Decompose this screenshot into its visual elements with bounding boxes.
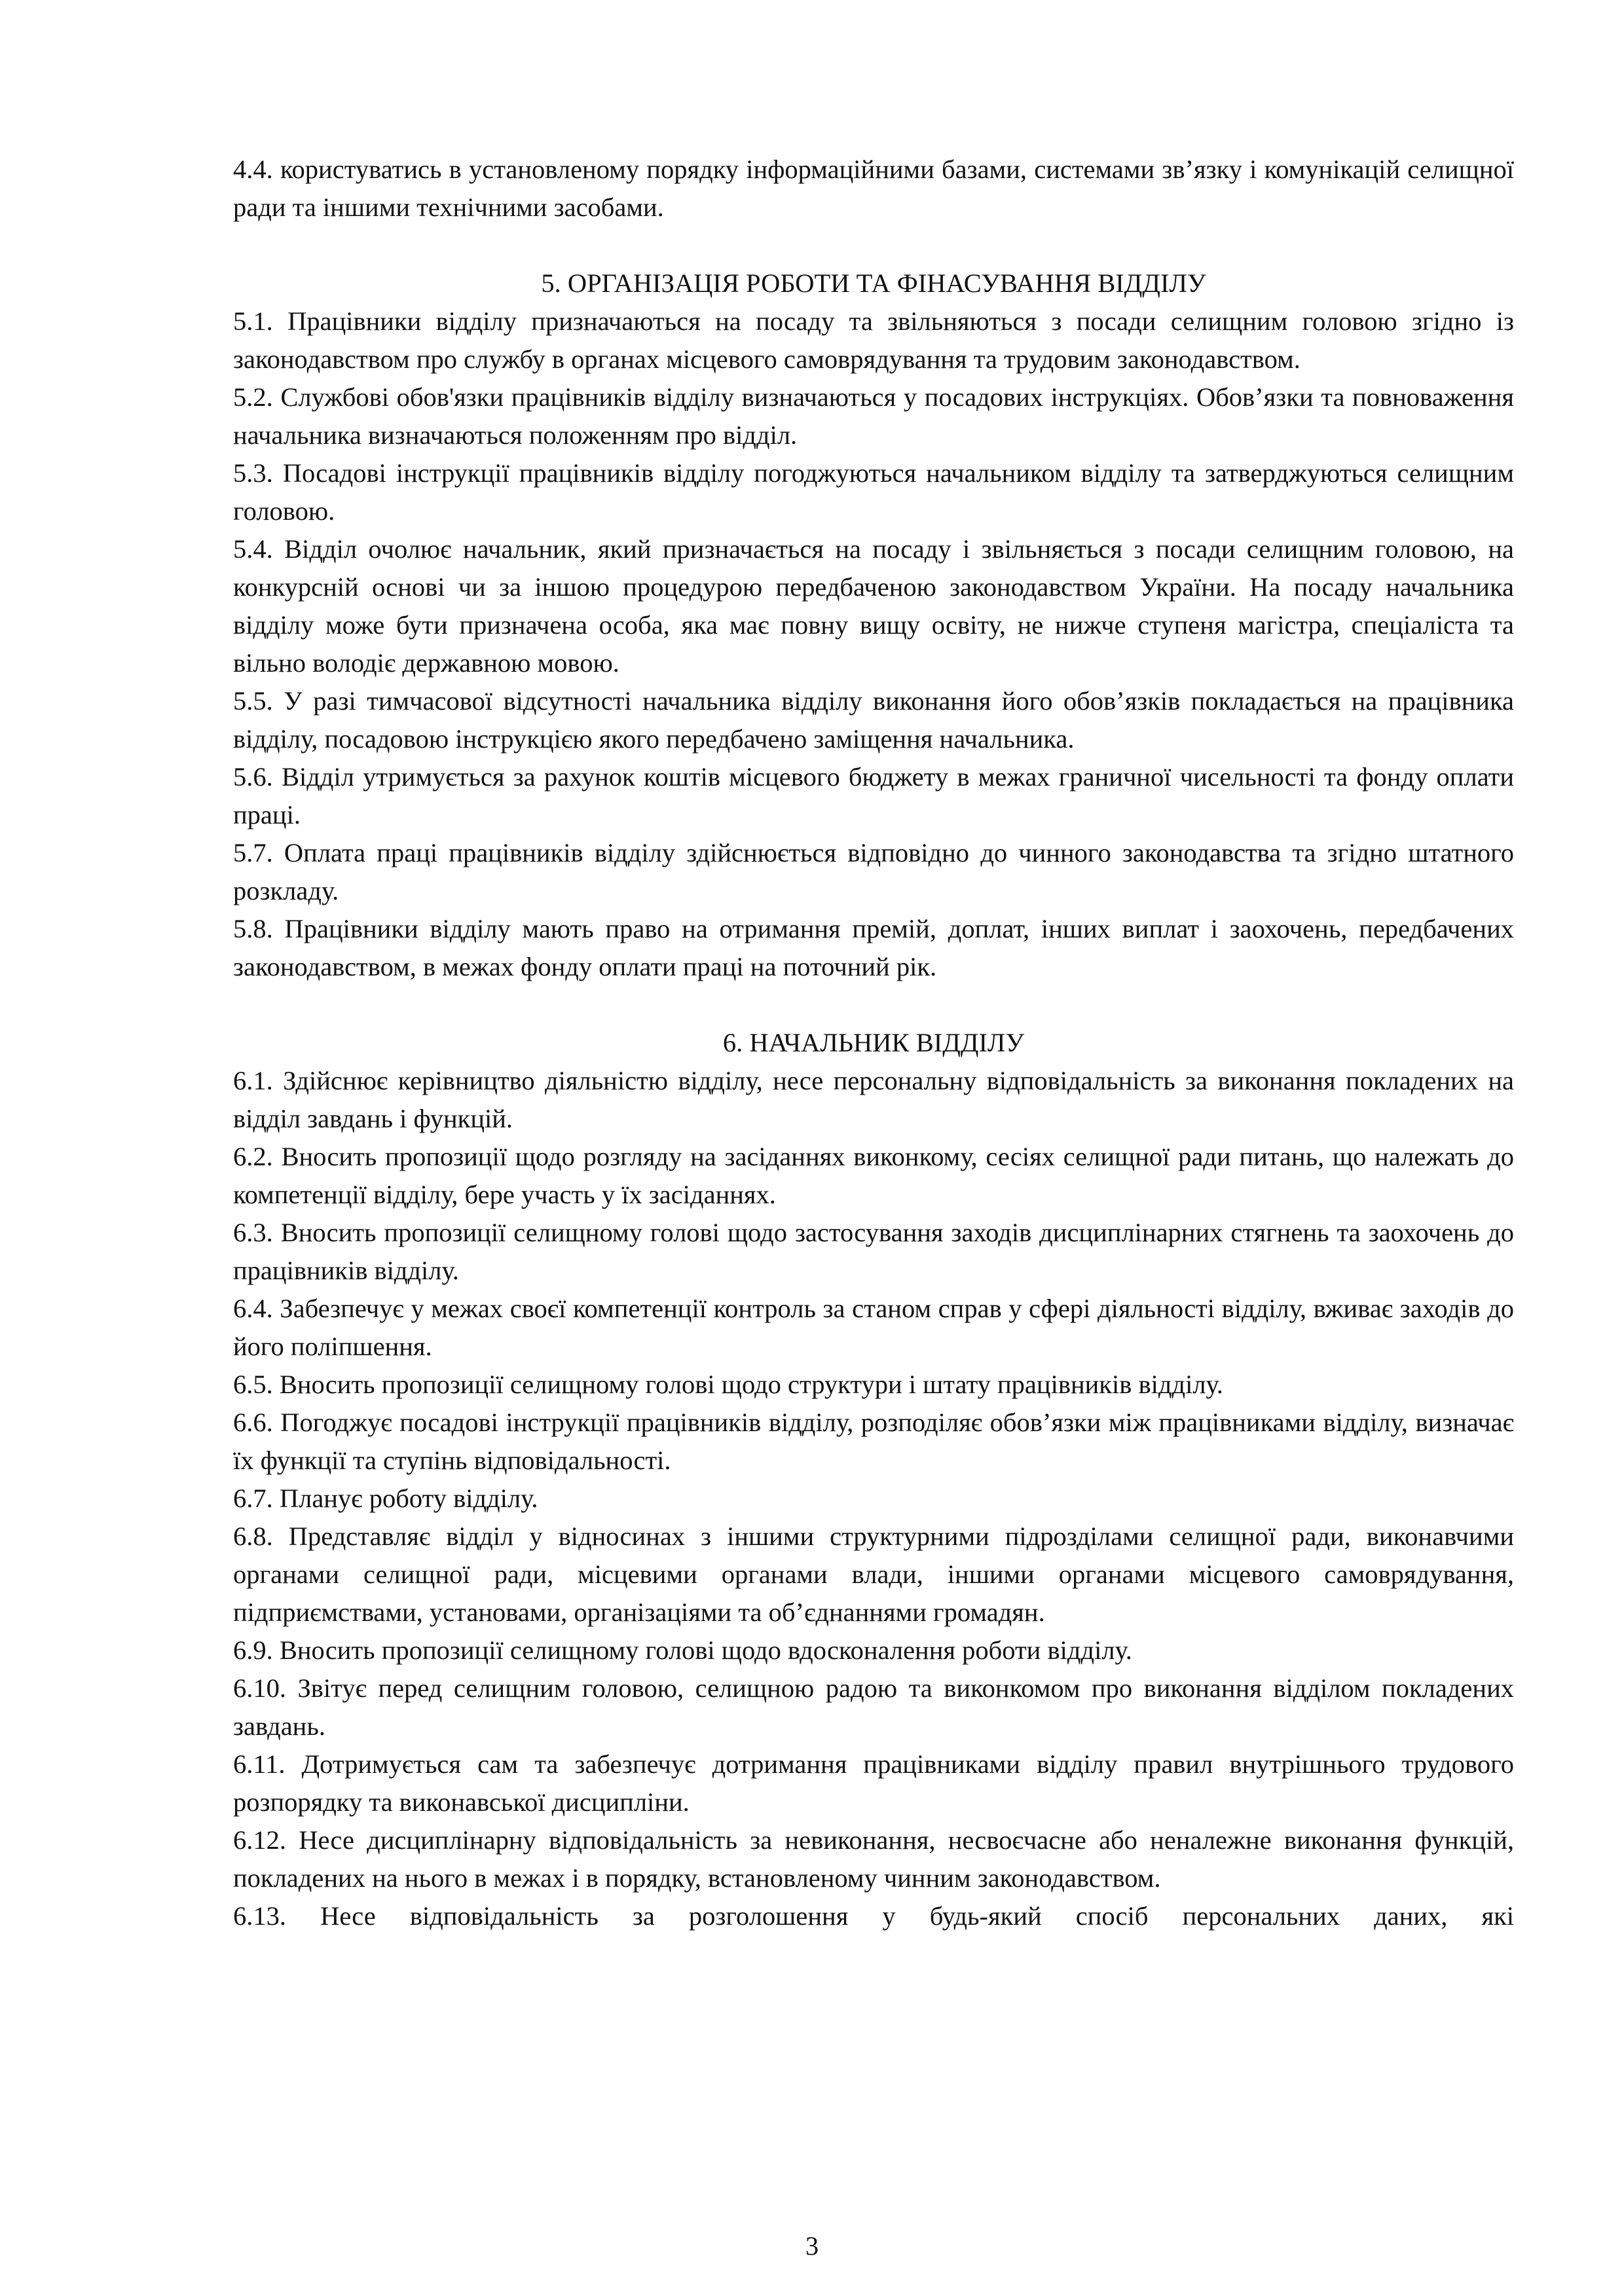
document-page	[233, 151, 1514, 1935]
paragraph-6-9: 6.9. Вносить пропозиції селищному голові щодо вдосконалення роботи відділу.	[233, 1635, 1132, 1665]
paragraph-6-3: 6.3. Вносить пропозиції селищному голові щодо застосування заходів дисциплінарних стягнень та заохочень до працівників відділу.	[233, 1218, 1514, 1285]
paragraph-6-6: 6.6. Погоджує посадові інструкції працівників відділу, розподіляє обов’язки між працівниками відділу, визначає їх функції та ступінь відповідальності.	[233, 1408, 1514, 1475]
paragraph-6-10: 6.10. Звітує перед селищним головою, селищною радою та виконкомом про виконання відділом покладених завдань.	[233, 1673, 1514, 1741]
paragraph-6-13: 6.13. Несе відповідальність за розголошення у будь-який спосіб персональних даних, які	[233, 1901, 1514, 1931]
paragraph-5-2: 5.2. Службові обов'язки працівників відділу визначаються у посадових інструкціях. Обов’язки та повноваження начальника визначаються положенням про відділ.	[233, 382, 1514, 450]
section-gap	[233, 986, 1514, 1024]
paragraph-6-8: 6.8. Представляє відділ у відносинах з іншими структурними підрозділами селищної ради, виконавчими органами селищної ради, місцевими органами влади, іншими органами місцевого самоврядування, підприємствами, установами, організаціями та об’єднаннями громадян.	[233, 1522, 1514, 1627]
section-gap	[233, 227, 1514, 264]
paragraph-5-8: 5.8. Працівники відділу мають право на отримання премій, доплат, інших виплат і заохочень, передбачених законодавством, в межах фонду оплати праці на поточний рік.	[233, 914, 1514, 981]
paragraph-5-5: 5.5. У разі тимчасової відсутності начальника відділу виконання його обов’язків покладається на працівника відділу, посадовою інструкцією якого передбачено заміщення начальника.	[233, 686, 1514, 754]
paragraph-6-2: 6.2. Вносить пропозиції щодо розгляду на засіданнях виконкому, сесіях селищної ради питань, що належать до компетенції відділу, бере участь у їх засіданнях.	[233, 1142, 1514, 1209]
section-5-heading: 5. ОРГАНІЗАЦІЯ РОБОТИ ТА ФІНАСУВАННЯ ВІДДІЛУ	[541, 268, 1206, 298]
paragraph-5-7: 5.7. Оплата праці працівників відділу здійснюється відповідно до чинного законодавства та згідно штатного розкладу.	[233, 838, 1514, 905]
paragraph-6-7: 6.7. Планує роботу відділу.	[233, 1484, 538, 1513]
paragraph-6-1: 6.1. Здійснює керівництво діяльністю відділу, несе персональну відповідальність за виконання покладених на відділ завдань і функцій.	[233, 1066, 1514, 1133]
page-number: 3	[805, 2231, 819, 2261]
paragraph-5-6: 5.6. Відділ утримується за рахунок коштів місцевого бюджету в межах граничної чисельності та фонду оплати праці.	[233, 762, 1514, 829]
paragraph-6-12: 6.12. Несе дисциплінарну відповідальність за невиконання, несвоєчасне або неналежне виконання функцій, покладених на нього в межах і в порядку, встановленому чинним законодавством.	[233, 1825, 1514, 1893]
paragraph-5-1: 5.1. Працівники відділу призначаються на посаду та звільняються з посади селищним головою згідно із законодавством про службу в органах місцевого самоврядування та трудовим законодавством.	[233, 306, 1514, 374]
paragraph-5-3: 5.3. Посадові інструкції працівників відділу погоджуються начальником відділу та затверджуються селищним головою.	[233, 458, 1514, 526]
section-6-heading: 6. НАЧАЛЬНИК ВІДДІЛУ	[722, 1028, 1025, 1057]
paragraph-6-4: 6.4. Забезпечує у межах своєї компетенції контроль за станом справ у сфері діяльності відділу, вживає заходів до його поліпшення.	[233, 1294, 1514, 1361]
paragraph-5-4: 5.4. Відділ очолює начальник, який призначається на посаду і звільняється з посади селищним головою, на конкурсній основі чи за іншою процедурою передбаченою законодавством України. На посаду начальника відділу може бути призначена особа, яка має повну вищу освіту, не нижче ступеня магістра, спеціаліста та вільно володіє державною мовою.	[233, 534, 1514, 678]
paragraph-6-11: 6.11. Дотримується сам та забезпечує дотримання працівниками відділу правил внутрішнього трудового розпорядку та виконавської дисципліни.	[233, 1749, 1514, 1817]
paragraph-6-5: 6.5. Вносить пропозиції селищному голові щодо структури і штату працівників відділу.	[233, 1370, 1223, 1399]
paragraph-4-4: 4.4. користуватись в установленому порядку інформаційними базами, системами зв’язку і комунікацій селищної ради та іншими технічними засобами.	[233, 155, 1514, 222]
